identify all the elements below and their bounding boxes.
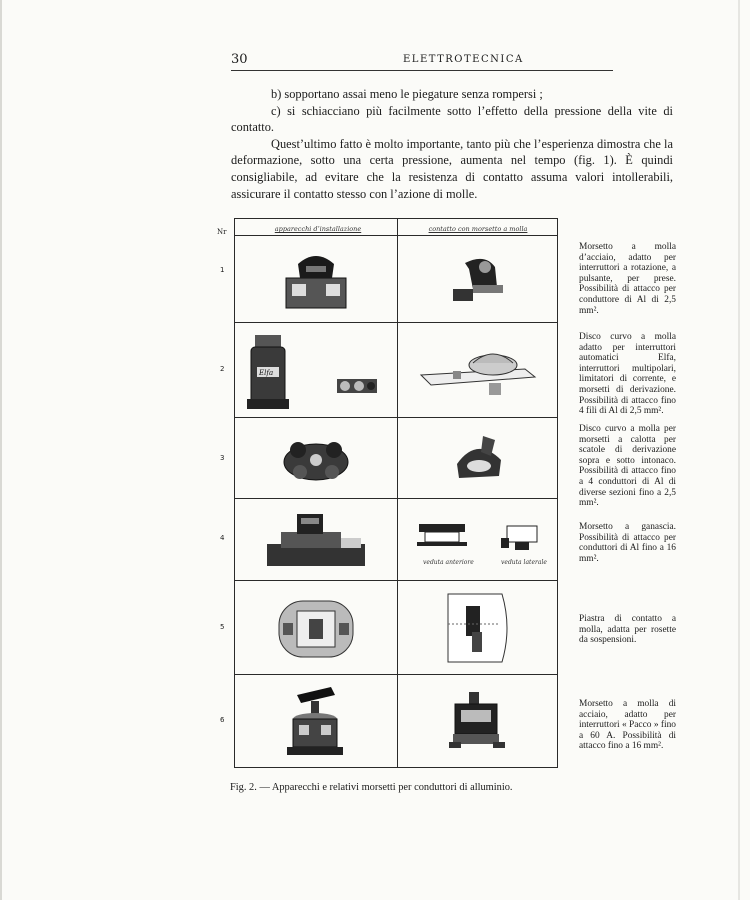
row-5-description: Piastra di contatto a molla, adatta per rosette da sospensioni. bbox=[579, 614, 676, 646]
curved-disc-illustration bbox=[398, 323, 557, 417]
nr-column-header: Nr bbox=[217, 228, 227, 236]
scan-edge-left bbox=[0, 0, 2, 900]
cap-clamp-illustration bbox=[398, 418, 557, 498]
row-number: 5 bbox=[220, 623, 225, 631]
row-number: 3 bbox=[220, 454, 225, 462]
paragraph-b: b) sopportano assai meno le piegature senza rompersi ; bbox=[271, 87, 543, 101]
row-3-description: Disco curvo a molla per morsetti a calotta per scatole di derivazione sopra e sotto intonaco. Possibilità di attacco fino a 4 conduttori di Al di diverse sezioni fino a 2,5 mm². bbox=[579, 424, 676, 509]
svg-text:Elfa: Elfa bbox=[259, 369, 274, 377]
steel-spring-clamp-illustration bbox=[398, 675, 557, 767]
page-number: 30 bbox=[231, 52, 248, 67]
body-text bbox=[231, 86, 673, 202]
scan-edge-right bbox=[738, 0, 740, 900]
spring-clamp-illustration bbox=[398, 236, 557, 322]
row-2-description: Disco curvo a molla adatto per interruttori automatici Elfa, interruttori multipolari, limitatori di corrente, e morsetti di derivazione. Possibilità di attacco fino 4 fili di Al di 2,5 mm². bbox=[579, 332, 676, 417]
spring-clamp-header: contatto con morsetto a molla bbox=[428, 225, 528, 233]
page-header bbox=[231, 52, 613, 71]
view-label-front: veduta anteriore bbox=[422, 558, 474, 566]
paragraph-main: Quest’ultimo fatto è molto importante, tanto più che l’esperienza dimostra che la deformazione, sotto una certa pressione, aumenta nel tempo (fig. 1). È quindi consigliabile, ad evitare che la resistenza di contatto assuma valori intollerabili, assicurare il contatto stesso con l’azione di molle. bbox=[231, 136, 673, 201]
view-label-side: veduta laterale bbox=[500, 558, 547, 566]
switch-device-illustration bbox=[235, 236, 397, 322]
junction-box-illustration bbox=[235, 418, 397, 498]
row-4-description: Morsetto a ganascia. Possibilità di attacco per conduttori di Al fino a 16 mm². bbox=[579, 522, 676, 564]
jaw-clamp-views-illustration bbox=[398, 499, 557, 580]
row-number: 4 bbox=[220, 534, 225, 542]
figure-table bbox=[216, 218, 680, 771]
contact-plate-illustration bbox=[398, 581, 557, 674]
pacco-switch-illustration bbox=[235, 675, 397, 767]
elfa-breaker-illustration bbox=[235, 323, 397, 417]
grid-line-bottom bbox=[234, 767, 558, 768]
paragraph-c: c) si schiacciano più facilmente sotto l’effetto della pressione della vite di contatto. bbox=[231, 103, 673, 135]
row-6-description: Morsetto a molla di acciaio, adatto per interruttori « Pacco » fino a 60 A. Possibilità di attacco fino a 16 mm². bbox=[579, 699, 676, 752]
row-number: 6 bbox=[220, 716, 225, 724]
grid-line-top bbox=[234, 218, 558, 219]
row-1-description: Morsetto a molla d’acciaio, adatto per interruttori a rotazione, a pulsante, per prese. Possibilità di attacco per conduttore di Al di 2,5 mm². bbox=[579, 242, 676, 316]
jaw-clamp-device-illustration bbox=[235, 499, 397, 580]
figure-caption: Fig. 2. — Apparecchi e relativi morsetti per conduttori di alluminio. bbox=[230, 782, 513, 793]
rosette-device-illustration bbox=[235, 581, 397, 674]
row-number: 2 bbox=[220, 365, 225, 373]
running-title: ELETTROTECNICA bbox=[403, 54, 524, 65]
row-number: 1 bbox=[220, 266, 225, 274]
installation-devices-header: apparecchi d’installazione bbox=[274, 225, 362, 233]
grid-line-right bbox=[557, 218, 558, 768]
